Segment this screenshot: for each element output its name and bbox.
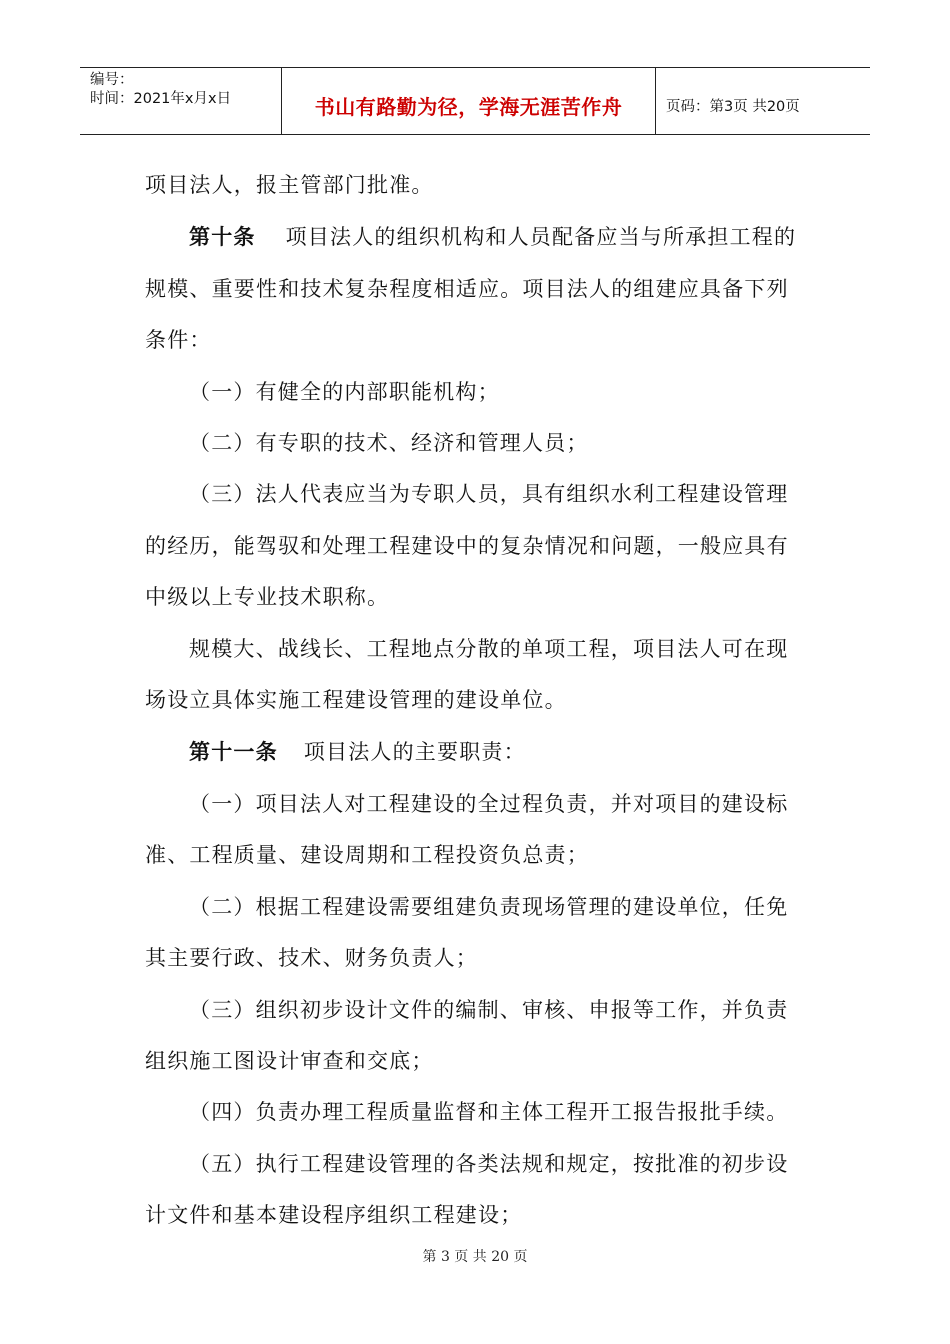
article-11-paragraph [145, 726, 810, 778]
article-10-text: 项目法人的组织机构和人员配备应当与所承担工程的 [285, 225, 797, 250]
body-line: （三）组织初步设计文件的编制、审核、申报等工作，并负责 [189, 997, 789, 1022]
header-page-info: 页码：第3页 共20页 [666, 98, 800, 115]
body-line: 项目法人，报主管部门批准。 [145, 173, 434, 197]
body-line: 组织施工图设计审查和交底； [145, 1048, 434, 1073]
article-11-text: 项目法人的主要职责： [303, 740, 526, 765]
body-line: 准、工程质量、建设周期和工程投资负总责； [145, 843, 589, 868]
document-date-label: 时间：2021年x月x日 [90, 91, 232, 107]
page-footer [0, 1246, 950, 1266]
body-line: （二）根据工程建设需要组建负责现场管理的建设单位，任免 [189, 894, 789, 919]
article-10-paragraph [145, 211, 810, 263]
header-meta [80, 68, 282, 134]
footer-page-number: 第 3 页 共 20 页 [422, 1249, 528, 1265]
header-motto: 书山有路勤为径，学海无涯苦作舟 [314, 94, 623, 119]
body-line: 中级以上专业技术职称。 [145, 585, 390, 610]
body-line: 计文件和基本建设程序组织工程建设； [145, 1203, 523, 1228]
body-line: 其主要行政、技术、财务负责人； [145, 946, 478, 971]
header-motto-cell [282, 68, 656, 134]
header-page-cell [656, 68, 870, 134]
body-line: （二）有专职的技术、经济和管理人员； [189, 431, 589, 456]
document-body [145, 160, 810, 1242]
body-line: （四）负责办理工程质量监督和主体工程开工报告报批手续。 [189, 1100, 789, 1125]
body-line: （三）法人代表应当为专职人员，具有组织水利工程建设管理 [189, 482, 789, 507]
document-number-label: 编号： [90, 72, 134, 88]
body-line: （一）有健全的内部职能机构； [189, 379, 500, 404]
body-line: （一）项目法人对工程建设的全过程负责，并对项目的建设标 [189, 791, 789, 816]
body-line: 条件： [145, 328, 212, 353]
article-10-heading: 第十条 [189, 224, 256, 250]
body-line: 的经历，能驾驭和处理工程建设中的复杂情况和问题，一般应具有 [145, 533, 789, 558]
body-line: 规模大、战线长、工程地点分散的单项工程，项目法人可在现 [189, 636, 789, 661]
page-header [80, 67, 870, 135]
article-11-heading: 第十一条 [189, 739, 278, 765]
body-line: （五）执行工程建设管理的各类法规和规定，按批准的初步设 [189, 1151, 789, 1176]
body-line: 场设立具体实施工程建设管理的建设单位。 [145, 688, 567, 713]
body-line: 规模、重要性和技术复杂程度相适应。项目法人的组建应具备下列 [145, 276, 789, 301]
